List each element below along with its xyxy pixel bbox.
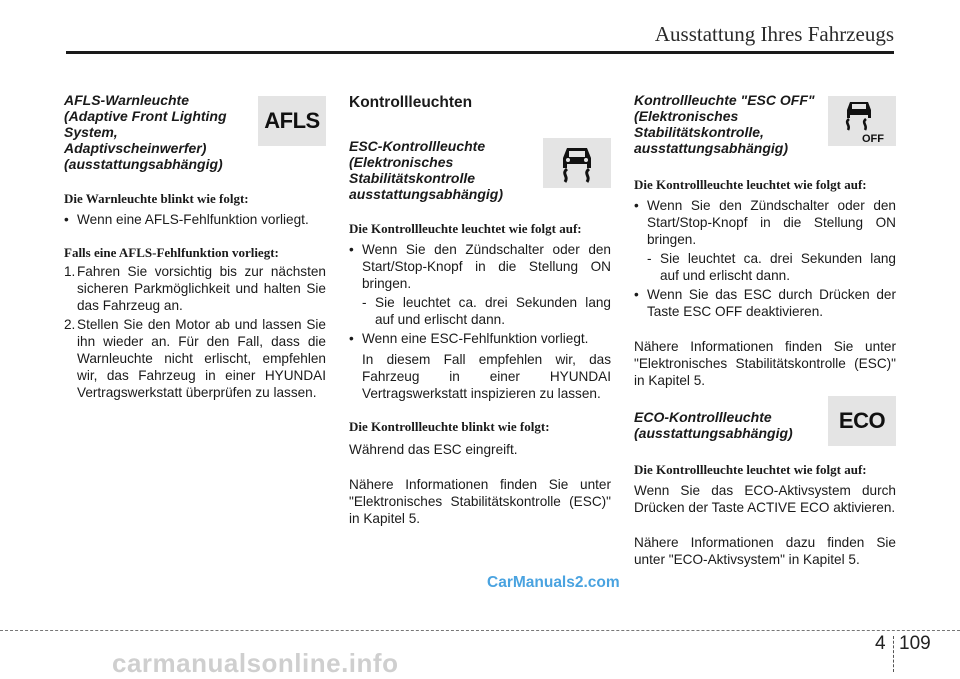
esc-subtitle-line: ESC-Kontrollleuchte	[349, 138, 486, 154]
esc-off-subtitle-line: Kontrollleuchte "ESC OFF"	[634, 92, 815, 108]
esc-off-dash-1	[634, 250, 896, 284]
esc-bullet-1-text: Wenn Sie den Zündschalter oder den Start/Stop-Knopf in die Stellung ON bringen.	[362, 242, 611, 291]
esc-off-icon	[828, 96, 896, 146]
footer-divider	[0, 630, 960, 631]
esc-off-bullet-2	[634, 286, 896, 320]
afls-subtitle-line: (ausstattungsabhängig)	[64, 156, 223, 172]
bullet-marker: •	[634, 198, 639, 213]
afls-heading-malfunction: Falls eine AFLS-Fehlfunktion vorliegt:	[64, 245, 279, 260]
esc-off-subtitle-line: Stabilitätskontrolle,	[634, 124, 764, 140]
header-rule	[66, 51, 894, 54]
afls-step-1-text: Fahren Sie vorsichtig bis zur nächsten sicheren Parkmöglichkeit und halten Sie das Fahrzeug an.	[77, 264, 326, 313]
dash-marker: -	[647, 251, 652, 266]
esc-heading-lights: Die Kontrollleuchte leuchtet wie folgt auf:	[349, 221, 582, 236]
afls-subtitle-line: (Adaptive Front Lighting	[64, 108, 227, 124]
esc-bullet-2-text: Wenn eine ESC-Fehlfunktion vorliegt.	[362, 331, 589, 346]
esc-subtitle-line: (Elektronisches	[349, 154, 454, 170]
esc-off-bullet-1	[634, 197, 896, 248]
afls-step-1	[64, 263, 326, 314]
eco-subtitle-line: ECO-Kontrollleuchte	[634, 409, 772, 425]
eco-heading-lights: Die Kontrollleuchte leuchtet wie folgt auf:	[634, 462, 867, 477]
esc-bullet-2	[349, 330, 611, 347]
esc-bullet-1	[349, 241, 611, 292]
header-title: Ausstattung Ihres Fahrzeugs	[654, 22, 894, 46]
esc-car-skid-icon-svg	[557, 142, 597, 184]
eco-para-activate: Wenn Sie das ECO-Aktivsystem durch Drücken der Taste ACTIVE ECO aktivieren.	[634, 483, 896, 515]
page-number-separator	[893, 636, 895, 672]
esc-off-heading-lights: Die Kontrollleuchte leuchtet wie folgt auf:	[634, 177, 867, 192]
afls-bullet	[64, 211, 326, 228]
esc-dash-1	[349, 294, 611, 328]
esc-dash-1-text: Sie leuchtet ca. drei Sekunden lang auf und erlischt dann.	[375, 295, 611, 327]
esc-off-subtitle-line: ausstattungsabhängig)	[634, 140, 789, 156]
esc-off-para-more-info: Nähere Informationen finden Sie unter "Elektronisches Stabilitätskontrolle (ESC)" in Kapitel 5.	[634, 339, 896, 388]
esc-para-intervenes: Während das ESC eingreift.	[349, 442, 518, 457]
afls-step-2-text: Stellen Sie den Motor ab und lassen Sie ihn wieder an. Für den Fall, dass die Warnleuchte nicht erlischt, empfehlen wir, das Fahrzeug in einer HYUNDAI Vertragswerkstatt überprüfen zu lassen.	[77, 317, 326, 400]
step-number: 2.	[64, 317, 76, 332]
esc-off-subtitle-line: (Elektronisches	[634, 108, 739, 124]
step-number: 1.	[64, 264, 76, 279]
afls-bullet-text: Wenn eine AFLS-Fehlfunktion vorliegt.	[77, 212, 309, 227]
footer-site-watermark: carmanualsonline.info	[112, 648, 399, 678]
esc-heading-blinks: Die Kontrollleuchte blinkt wie folgt:	[349, 419, 550, 434]
dash-marker: -	[362, 295, 367, 310]
eco-para-more-info: Nähere Informationen dazu finden Sie unter "ECO-Aktivsystem" in Kapitel 5.	[634, 535, 896, 567]
chapter-number: 4	[875, 633, 886, 654]
esc-off-dash-1-text: Sie leuchtet ca. drei Sekunden lang auf und erlischt dann.	[660, 251, 896, 283]
esc-off-bullet-2-text: Wenn Sie das ESC durch Drücken der Taste ESC OFF deaktivieren.	[647, 287, 896, 319]
esc-car-skid-icon	[543, 138, 611, 188]
eco-badge-label: ECO	[838, 408, 886, 433]
esc-subtitle-line: ausstattungsabhängig)	[349, 186, 504, 202]
afls-subtitle-line: System,	[64, 124, 118, 140]
esc-off-label: OFF	[862, 133, 884, 144]
page-number: 109	[899, 633, 931, 654]
esc-subtitle-line: Stabilitätskontrolle	[349, 170, 476, 186]
afls-warning-icon	[258, 96, 326, 146]
afls-heading-blinks: Die Warnleuchte blinkt wie folgt:	[64, 191, 249, 206]
esc-para-more-info: Nähere Informationen finden Sie unter "Elektronisches Stabilitätskontrolle (ESC)" in Kapitel 5.	[349, 477, 611, 526]
esc-off-bullet-1-text: Wenn Sie den Zündschalter oder den Start/Stop-Knopf in die Stellung ON bringen.	[647, 198, 896, 247]
afls-step-2	[64, 316, 326, 401]
afls-subtitle-line: Adaptivscheinwerfer)	[64, 140, 207, 156]
section-title: Kontrollleuchten	[349, 94, 473, 111]
bullet-marker: •	[634, 287, 639, 302]
afls-badge-label: AFLS	[264, 108, 320, 133]
bullet-marker: •	[64, 212, 69, 227]
eco-indicator-icon	[828, 396, 896, 446]
afls-subtitle-line: AFLS-Warnleuchte	[64, 92, 189, 108]
watermark[interactable]: CarManuals2.com	[487, 574, 620, 591]
esc-indent-note: In diesem Fall empfehlen wir, das Fahrzeug in einer HYUNDAI Vertragswerkstatt inspizieren zu lassen.	[362, 352, 611, 401]
bullet-marker: •	[349, 331, 354, 346]
bullet-marker: •	[349, 242, 354, 257]
eco-subtitle-line: (ausstattungsabhängig)	[634, 425, 793, 441]
esc-off-icon-svg	[839, 98, 885, 144]
column-esc-off-eco	[634, 92, 896, 568]
